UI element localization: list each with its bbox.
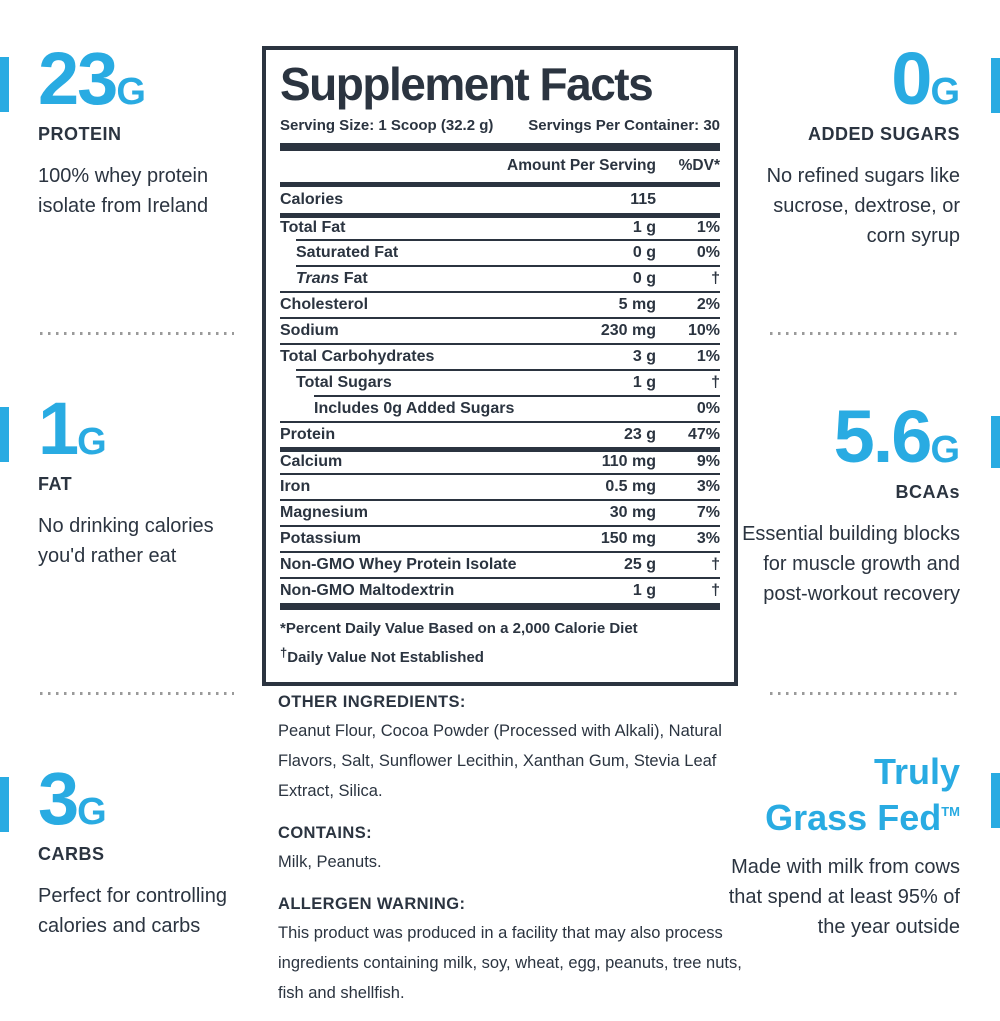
callout-unit: G xyxy=(930,429,960,471)
section-body: Peanut Flour, Cocoa Powder (Processed with Alkali), Natural Flavors, Salt, Sunflower Lecithin, Xanthan Gum, Stevia Leaf Extract, Silica. xyxy=(278,722,722,800)
nutrient-dv: † xyxy=(711,373,720,391)
callout-heading: BCAAs xyxy=(895,482,960,502)
nutrient-amount: 1 g xyxy=(632,373,656,391)
section-body: Milk, Peanuts. xyxy=(278,853,382,871)
callout-heading: ADDED SUGARS xyxy=(807,124,960,144)
nutrient-dv: 9% xyxy=(696,453,720,471)
nutrient-dv: 0% xyxy=(696,243,720,261)
truly-grass-fed-line2 xyxy=(718,792,960,838)
panel-title: Supplement Facts xyxy=(280,58,653,110)
facts-row xyxy=(296,369,720,395)
nutrient-amount: 0 g xyxy=(632,269,656,287)
nutrient-label: Includes 0g Added Sugars xyxy=(314,399,515,417)
facts-row xyxy=(280,499,720,525)
dotted-separator xyxy=(770,332,962,335)
nutrient-label: Potassium xyxy=(280,529,361,547)
nutrient-dv: 2% xyxy=(696,295,720,313)
nutrient-dv: 47% xyxy=(687,425,720,443)
trademark-symbol: TM xyxy=(941,804,960,819)
nutrient-amount: 3 g xyxy=(632,347,656,365)
truly-grass-fed-line1: Truly xyxy=(873,751,960,792)
header-dv: %DV* xyxy=(678,157,720,175)
section-heading: OTHER INGREDIENTS: xyxy=(278,693,466,711)
section-allergen-warning xyxy=(278,890,744,1008)
nutrient-label: Total Sugars xyxy=(296,373,392,391)
callout-carbs-value xyxy=(38,757,250,840)
nutrient-dv: † xyxy=(711,269,720,287)
callout-unit: G xyxy=(77,791,107,833)
nutrient-amount: 0.5 mg xyxy=(605,477,656,495)
nutrient-amount: 1 g xyxy=(632,219,656,237)
nutrient-label: Magnesium xyxy=(280,503,369,521)
nutrient-label: Calories xyxy=(280,190,344,208)
footnote: †Daily Value Not Established xyxy=(280,644,484,666)
facts-row xyxy=(280,213,720,239)
footnote-symbol: † xyxy=(280,644,288,660)
section-contains xyxy=(278,819,744,877)
callout-number: 1 xyxy=(38,387,78,470)
truly-grass-fed-text: Grass Fed xyxy=(765,797,942,838)
nutrient-label: Total Fat xyxy=(280,219,346,237)
facts-footnotes xyxy=(280,617,720,670)
thick-rule xyxy=(280,143,720,151)
accent-bar-protein xyxy=(0,57,9,112)
callout-number: 23 xyxy=(38,37,117,120)
callout-protein xyxy=(38,37,244,221)
facts-rows xyxy=(280,187,720,603)
facts-row xyxy=(280,291,720,317)
callout-bcaas-value xyxy=(738,395,960,478)
facts-row xyxy=(280,343,720,369)
nutrient-label: Sodium xyxy=(280,321,339,339)
callout-fat-value xyxy=(38,387,218,470)
thick-rule-bottom xyxy=(280,603,720,610)
dotted-separator xyxy=(40,692,234,695)
nutrient-amount: 23 g xyxy=(623,425,656,443)
nutrient-amount: 25 g xyxy=(623,555,656,573)
nutrient-amount: 115 xyxy=(630,190,656,208)
callout-protein-value xyxy=(38,37,244,120)
facts-row xyxy=(280,577,720,603)
nutrient-label: Iron xyxy=(280,477,311,495)
facts-row xyxy=(280,551,720,577)
ingredients-info xyxy=(278,688,744,1021)
nutrient-label: Non-GMO Maltodextrin xyxy=(280,581,455,599)
supplement-facts-panel xyxy=(262,46,738,686)
callout-carbs xyxy=(38,757,250,941)
dotted-separator xyxy=(40,332,234,335)
callout-number: 0 xyxy=(891,37,931,120)
serving-info-row xyxy=(280,117,720,134)
section-body: This product was produced in a facility that may also process ingredients containing milk, soy, wheat, egg, peanuts, tree nuts, fish and shellfish. xyxy=(278,924,742,1002)
nutrient-amount: 30 mg xyxy=(609,503,656,521)
nutrient-label: Trans Fat xyxy=(296,269,368,287)
nutrient-label: Calcium xyxy=(280,453,343,471)
callout-added-sugars xyxy=(746,37,960,251)
callout-unit: G xyxy=(77,421,107,463)
section-other-ingredients xyxy=(278,688,744,806)
accent-bar-grass-fed xyxy=(991,773,1000,828)
footnote-symbol: * xyxy=(280,619,286,637)
facts-row xyxy=(296,239,720,265)
section-heading: ALLERGEN WARNING: xyxy=(278,895,466,913)
callout-description: No refined sugars like sucrose, dextrose, or corn syrup xyxy=(766,165,960,247)
callout-added-sugars-value xyxy=(746,37,960,120)
nutrient-amount: 230 mg xyxy=(600,321,656,339)
facts-row xyxy=(280,317,720,343)
nutrient-dv: 3% xyxy=(696,529,720,547)
callout-heading: FAT xyxy=(38,474,73,494)
callout-unit: G xyxy=(116,71,146,113)
facts-row xyxy=(280,421,720,447)
facts-row xyxy=(280,447,720,473)
nutrient-dv: 0% xyxy=(696,399,720,417)
nutrient-amount: 0 g xyxy=(632,243,656,261)
facts-row xyxy=(280,473,720,499)
serving-size: Serving Size: 1 Scoop (32.2 g) xyxy=(280,116,494,134)
nutrient-dv: † xyxy=(711,555,720,573)
accent-bar-carbs xyxy=(0,777,9,832)
callout-description: No drinking calories you'd rather eat xyxy=(38,515,214,567)
callout-bcaas xyxy=(738,395,960,609)
facts-row xyxy=(314,395,720,421)
callout-description: Made with milk from cows that spend at least 95% of the year outside xyxy=(728,856,960,938)
nutrient-amount: 150 mg xyxy=(600,529,656,547)
accent-bar-added-sugars xyxy=(991,58,1000,113)
facts-row xyxy=(296,265,720,291)
callout-description: Perfect for controlling calories and carbs xyxy=(38,885,227,937)
facts-header-row xyxy=(280,151,720,182)
nutrient-amount: 110 mg xyxy=(601,453,656,471)
callout-description: 100% whey protein isolate from Ireland xyxy=(38,165,209,217)
nutrient-dv: † xyxy=(711,581,720,599)
nutrient-dv: 1% xyxy=(696,219,720,237)
callout-heading: PROTEIN xyxy=(38,124,122,144)
callout-description: Essential building blocks for muscle growth and post-workout recovery xyxy=(742,523,960,605)
callout-truly-grass-fed xyxy=(718,752,960,942)
footnote: *Percent Daily Value Based on a 2,000 Calorie Diet xyxy=(280,619,638,637)
nutrient-dv: 10% xyxy=(687,321,720,339)
nutrient-dv: 7% xyxy=(696,503,720,521)
dotted-separator xyxy=(770,692,962,695)
nutrient-label: Non-GMO Whey Protein Isolate xyxy=(280,555,517,573)
nutrient-label: Saturated Fat xyxy=(296,243,399,261)
nutrient-label: Protein xyxy=(280,425,336,443)
nutrient-label: Cholesterol xyxy=(280,295,369,313)
callout-unit: G xyxy=(930,71,960,113)
nutrient-amount: 5 mg xyxy=(618,295,656,313)
nutrient-label: Total Carbohydrates xyxy=(280,347,435,365)
callout-fat xyxy=(38,387,218,571)
accent-bar-fat xyxy=(0,407,9,462)
facts-row xyxy=(280,525,720,551)
header-amount-per-serving: Amount Per Serving xyxy=(507,157,656,175)
nutrient-dv: 1% xyxy=(696,347,720,365)
nutrient-dv: 3% xyxy=(696,477,720,495)
facts-row xyxy=(280,187,720,213)
callout-heading: CARBS xyxy=(38,844,105,864)
servings-per-container: Servings Per Container: 30 xyxy=(528,116,720,134)
truly-grass-fed-title xyxy=(718,752,960,838)
section-heading: CONTAINS: xyxy=(278,824,373,842)
callout-number: 5.6 xyxy=(833,395,931,478)
nutrient-amount: 1 g xyxy=(632,581,656,599)
accent-bar-bcaas xyxy=(991,416,1000,468)
callout-number: 3 xyxy=(38,757,78,840)
